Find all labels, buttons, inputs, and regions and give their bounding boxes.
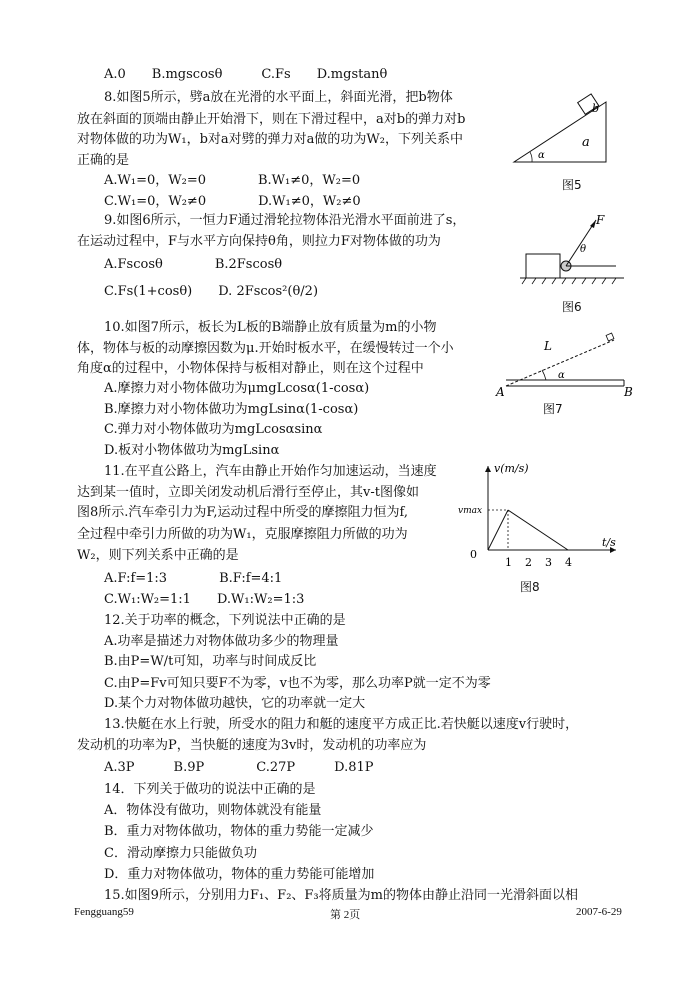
figure-8-vt-graph bbox=[458, 458, 626, 578]
text-line: A．物体没有做功，则物体就没有能量 bbox=[104, 803, 322, 818]
fig8-tick-4: 4 bbox=[565, 556, 572, 569]
figure-7-caption: 图7 bbox=[543, 402, 563, 416]
text-line: 9.如图6所示，一恒力F通过滑轮拉物体沿光滑水平面前进了s， bbox=[104, 213, 466, 228]
text-line: 13.快艇在水上行驶，所受水的阻力和艇的速度平方成正比.若快艇以速度v行驶时， bbox=[104, 717, 579, 732]
text-line: B．重力对物体做功，物体的重力势能一定减少 bbox=[104, 824, 374, 839]
text-line: C.由P=Fv可知只要F不为零，v也不为零，那么功率P就一定不为零 bbox=[104, 676, 491, 691]
fig8-tick-1: 1 bbox=[505, 556, 512, 569]
text-line: B.由P=W/t可知，功率与时间成反比 bbox=[104, 654, 317, 669]
text-line: 达到某一值时，立即关闭发动机后滑行至停止，其v-t图像如 bbox=[77, 485, 419, 500]
figure-7-board bbox=[494, 314, 634, 399]
text-line: 15.如图9所示，分别用力F₁、F₂、F₃将质量为m的物体由静止沿同一光滑斜面以相 bbox=[104, 888, 578, 903]
text-line: 11.在平直公路上，汽车由静止开始作匀加速运动，当速度 bbox=[104, 464, 437, 479]
text-line: 全过程中牵引力所做的功为W₁，克服摩擦阻力所做的功为 bbox=[77, 527, 408, 542]
fig7-angle: α bbox=[558, 370, 565, 381]
footer-left: Fengguang59 bbox=[74, 906, 134, 918]
text-line: 12.关于功率的概念，下列说法中正确的是 bbox=[104, 613, 346, 628]
fig8-vmax: vmax bbox=[458, 506, 483, 516]
text-line: D．重力对物体做功，物体的重力势能可能增加 bbox=[104, 867, 375, 882]
fig8-tick-2: 2 bbox=[525, 556, 532, 569]
fig6-angle: θ bbox=[580, 244, 587, 255]
footer-page: 第 2页 bbox=[330, 909, 361, 921]
text-line: 8.如图5所示，劈a放在光滑的水平面上，斜面光滑，把b物体 bbox=[104, 90, 453, 105]
text-line: A.摩擦力对小物体做功为μmgLcosα(1-cosα) bbox=[104, 381, 370, 396]
fig6-force: F bbox=[596, 213, 605, 227]
text-line: A.3P B.9P C.27P D.81P bbox=[104, 760, 374, 775]
figure-6-pulley bbox=[516, 210, 626, 290]
text-line: B.摩擦力对小物体做功为mgLsinα(1-cosα) bbox=[104, 402, 359, 417]
text-line: 正确的是 bbox=[77, 153, 130, 168]
fig5-label-a: a bbox=[582, 135, 590, 150]
fig7-end-b: B bbox=[624, 385, 633, 399]
text-line: C.W₁=0，W₂≠0 D.W₁≠0，W₂≠0 bbox=[104, 194, 361, 209]
text-line: 图8所示.汽车牵引力为F,运动过程中所受的摩擦阻力恒为f, bbox=[77, 505, 409, 520]
figure-6-caption: 图6 bbox=[562, 300, 582, 314]
text-line: A.W₁=0，W₂=0 B.W₁≠0，W₂=0 bbox=[104, 173, 361, 188]
text-line: 发动机的功率为P，当快艇的速度为3v时，发动机的功率应为 bbox=[77, 738, 427, 753]
footer-date: 2007-6-29 bbox=[576, 906, 622, 918]
fig5-angle: α bbox=[538, 150, 545, 161]
text-line: D.某个力对物体做功越快，它的功率就一定大 bbox=[104, 696, 366, 711]
fig8-xlabel: t/s bbox=[602, 536, 616, 549]
fig8-ylabel: v(m/s) bbox=[494, 462, 529, 475]
text-line: 放在斜面的顶端由静止开始滑下，则在下滑过程中，a对b的弹力对b bbox=[77, 112, 466, 127]
text-line: A.Fscosθ B.2Fscosθ bbox=[104, 257, 283, 272]
text-line: 体，物体与板的动摩擦因数为μ.开始时板水平，在缓慢转过一个小 bbox=[77, 341, 454, 356]
text-line: 角度α的过程中，小物体保持与板相对静止，则在这个过程中 bbox=[77, 361, 424, 376]
text-line: C.弹力对小物体做功为mgLcosαsinα bbox=[104, 422, 323, 437]
text-line: A.0 B.mgscosθ C.Fs D.mgstanθ bbox=[104, 67, 388, 82]
figure-8-caption: 图8 bbox=[520, 580, 540, 594]
fig7-end-a: A bbox=[496, 385, 505, 399]
fig7-length: L bbox=[544, 339, 552, 353]
fig8-origin: 0 bbox=[470, 548, 477, 561]
text-line: 10.如图7所示，板长为L板的B端静止放有质量为m的小物 bbox=[104, 320, 437, 335]
figure-5-wedge bbox=[510, 96, 610, 166]
text-line: C.Fs(1+cosθ) D. 2Fscos²(θ/2) bbox=[104, 284, 319, 299]
text-line: 对物体做的功为W₁，b对a对劈的弹力对a做的功为W₂，下列关系中 bbox=[77, 132, 463, 147]
text-line: W₂，则下列关系中正确的是 bbox=[77, 548, 239, 563]
text-line: C．滑动摩擦力只能做负功 bbox=[104, 846, 257, 861]
text-line: 14．下列关于做功的说法中正确的是 bbox=[104, 782, 316, 797]
text-line: C.W₁:W₂=1:1 D.W₁:W₂=1:3 bbox=[104, 592, 305, 607]
text-line: D.板对小物体做功为mgLsinα bbox=[104, 443, 280, 458]
fig5-label-b: b bbox=[592, 102, 600, 115]
fig8-tick-3: 3 bbox=[545, 556, 552, 569]
text-line: A.F:f=1:3 B.F:f=4:1 bbox=[104, 571, 283, 586]
text-line: A.功率是描述力对物体做功多少的物理量 bbox=[104, 634, 339, 649]
text-line: 在运动过程中，F与水平方向保持θ角，则拉力F对物体做的功为 bbox=[77, 234, 441, 249]
figure-5-caption: 图5 bbox=[562, 178, 582, 192]
